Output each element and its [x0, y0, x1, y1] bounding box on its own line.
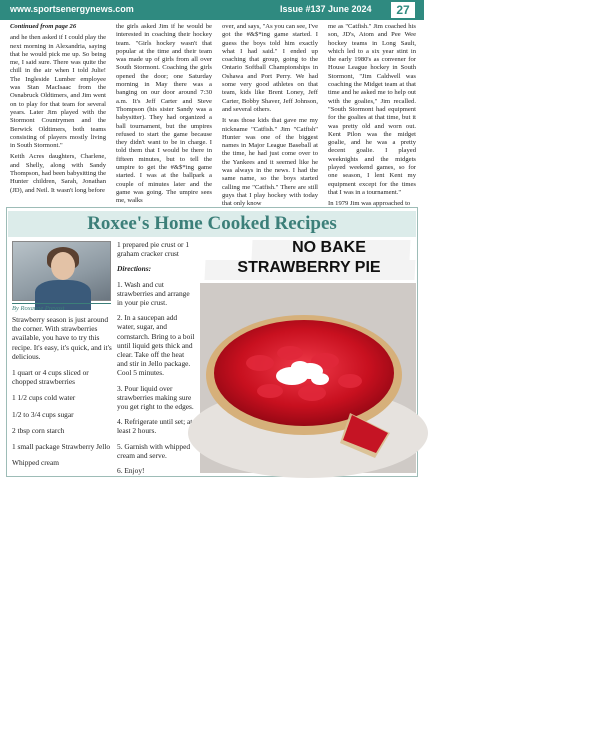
- photo-credit: Photo: Roxanne Prevost: [608, 673, 614, 733]
- recipe-intro: Strawberry season is just around the corner. With strawberries available, you have to try this recipe. It's easy, it's quick, and it's delicious.: [12, 315, 112, 361]
- ingredient-item: Whipped cream: [12, 458, 59, 468]
- direction-step: 4. Refrigerate until set; at least 2 hours.: [117, 417, 193, 436]
- ingredient-item: 1/2 to 3/4 cups sugar: [12, 409, 74, 419]
- direction-step: 5. Garnish with whipped cream and serve.: [117, 441, 191, 460]
- pie-illustration: [200, 283, 416, 473]
- recipe-banner: [8, 211, 416, 237]
- story-column-2: [116, 23, 212, 205]
- site-url[interactable]: www.sportsenergynews.com: [10, 4, 134, 14]
- direction-step: 1. Wash and cut strawberries and arrange in your pie crust.: [117, 279, 190, 308]
- author-caption: By Roxanne Prevost: [12, 303, 111, 312]
- ingredient-item: 2 tbsp corn starch: [12, 425, 65, 435]
- recipe-title-line2: STRAWBERRY PIE: [237, 259, 381, 276]
- continued-from: Continued from page 26: [10, 23, 77, 30]
- story-paragraph: Keith Acres daughters, Charlene, and Shelly, along with Sandy Thompson, had been babysitting the Hunter children, Sarah, Jonathan (JD), and Neil. It wasn't long before: [10, 153, 106, 194]
- recipe-banner-title: Roxee's Home Cooked Recipes: [87, 213, 337, 234]
- directions-label: Directions:: [117, 264, 152, 274]
- issue-label: Issue #137 June 2024: [280, 4, 372, 14]
- recipe-ingredients: [12, 315, 112, 474]
- recipe-directions: [117, 240, 195, 481]
- page-number: 27: [389, 0, 417, 20]
- story-column-3: [222, 23, 318, 208]
- ingredient-item: 1 1/2 cups cold water: [12, 393, 76, 403]
- direction-step: 3. Pour liquid over strawberries making sure you get right to the edges.: [117, 383, 194, 412]
- ingredient-item: 1 quart or 4 cups sliced or chopped strawberries: [12, 368, 89, 387]
- recipe-title-line1: NO BAKE: [292, 239, 366, 256]
- ingredient-item: 1 prepared pie crust or 1 graham cracker crust: [117, 240, 190, 259]
- story-column-4: [328, 23, 416, 208]
- story-paragraph: In 1979 Jim was approached to: [328, 200, 411, 208]
- page-header: [0, 0, 424, 20]
- story-paragraph: me as "Catfish." Jim coached his son, JD's, Atom and Pee Wee hockey teams in Long Sault, which led to a six year stint in the early 1980's as convener for House League hockey in South Stormont, "Jim Caldwell was coaching the Midget team at that time and he asked me to help out with the goalies," Jim recalled. "South Stormont had equipment for the goalies at that time, but it was pretty old and worn out. Kent Pilon was the midget goalie, and he was a pretty decent goalie. I played weeknights and the midgets played weekend games, so for one season, I lent Kent my equipment except for the times that I was in a tournament.": [328, 23, 416, 196]
- story-paragraph: over, and says, "As you can see, I've got the #&$*ing game started. I guess the boys told him exactly what I had said." I ended up coaching that group, going to the Ontario Softball Championships in Oshawa and Port Perry. We had some very good athletes on that team, kids like Brent Loney, Jeff Carter, Bobby Shaver, Jeff Johnson, and several others.: [222, 23, 318, 113]
- story-paragraph: the girls asked Jim if he would be interested in coaching their hockey team. "Girls hockey wasn't that popular at the time and their team was made up of girls from all over South Stormont. Coaching the girls opened the door; one Saturday morning in May there was a banging on our door around 7:30 a.m. It's Jeff Carter and Steve Thompson (his sister Sandy was a babysitter). They had organized a ball tournament, but the umpires refused to start the game because they didn't want to be in charge. I told them that I would be there in fifteen minutes, but to tell the umpire to get the #&$*ing game started. I was at the ballpark a couple of minutes later and the game was going. The umpire sees me, walks: [116, 23, 212, 205]
- author-face: [51, 252, 75, 280]
- direction-step: 2. In a saucepan add water, sugar, and cornstarch. Bring to a boil until liquid gets thick and clear. Take off the heat and stir in Jello package. Cool 5 minutes.: [117, 313, 195, 378]
- story-column-1: [10, 23, 106, 201]
- story-paragraph: It was those kids that gave me my nickname "Catfish." Jim "Catfish" Hunter was one of the biggest names in Major League Baseball at the time, he had just come over to the Yankees and it seemed like he was always in the news. I had the same name, so the boys started calling me "Catfish." There are still guys that I play hockey with today that only know: [222, 117, 318, 208]
- ingredient-item: 1 small package Strawberry Jello: [12, 442, 111, 452]
- direction-step: 6. Enjoy!: [117, 466, 145, 476]
- author-photo: [12, 241, 111, 301]
- story-paragraph: and he then asked if I could play the next morning in Alexandria, saying that he would pick me up. So being me, I said sure. There was quite the chill in the air when I told Julie! The Ingleside Lumber employee was Stan MacIsaac from the Osnabruck Oldtimers, and Jim went on to play for that team for several years. Later Jim played with the Stormont Countrymen and the Berwick Oldtimers, both teams consisting of players mostly living in South Stormont.": [10, 34, 106, 150]
- strawberry-pie-photo: [200, 283, 614, 733]
